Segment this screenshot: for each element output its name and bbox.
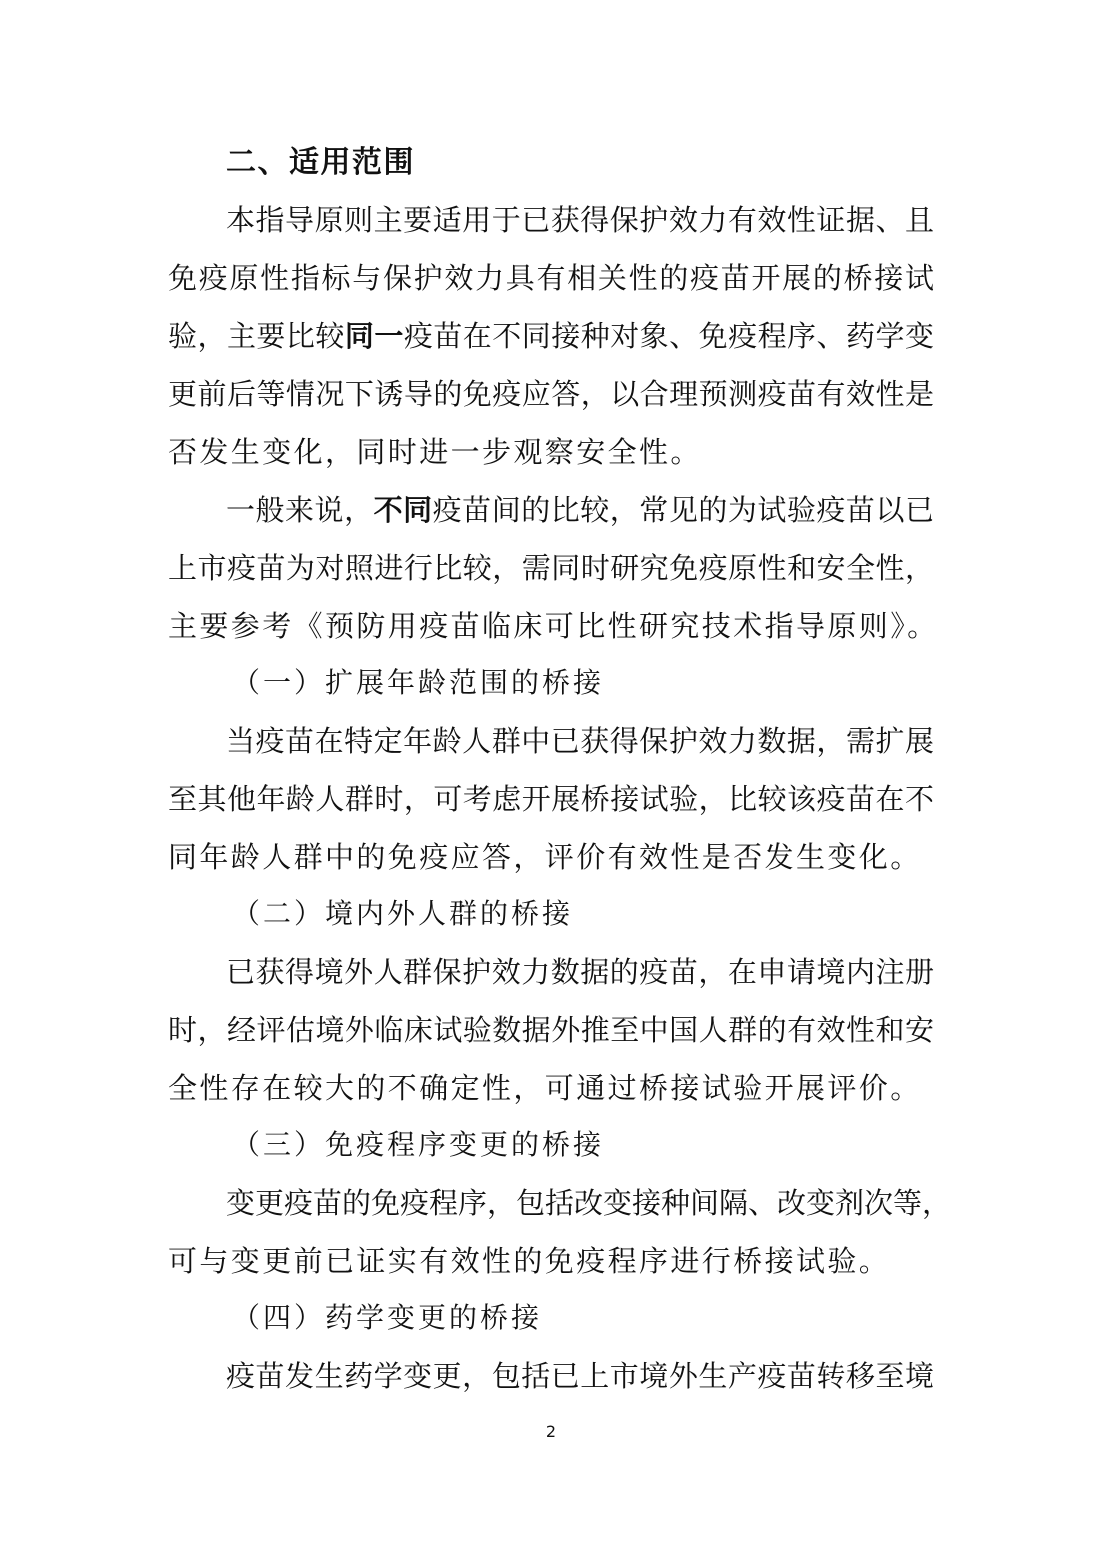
paragraph-line: 否发生变化，同时进一步观察安全性。 [168, 435, 702, 469]
subsection-title: （四）药学变更的桥接 [232, 1301, 543, 1334]
paragraph-line: 同年龄人群中的免疫应答，评价有效性是否发生变化。 [168, 840, 922, 874]
paragraph-line: 当疫苗在特定年龄人群中已获得保护效力数据，需扩展 [226, 724, 934, 758]
paragraph-line: 至其他年龄人群时，可考虑开展桥接试验，比较该疫苗在不 [168, 782, 934, 816]
paragraph-line [226, 493, 934, 527]
subsection-title: （一）扩展年龄范围的桥接 [232, 666, 605, 699]
text-span: 验，主要比较 [168, 319, 345, 353]
paragraph-line: 免疫原性指标与保护效力具有相关性的疫苗开展的桥接试 [168, 261, 934, 295]
paragraph-line [168, 319, 934, 353]
section-title: 二、适用范围 [226, 145, 415, 180]
subsection-title: （三）免疫程序变更的桥接 [232, 1128, 605, 1161]
page-number: 2 [545, 1422, 557, 1441]
paragraph-line: 上市疫苗为对照进行比较，需同时研究免疫原性和安全性， [168, 551, 934, 585]
subsection-title: （二）境内外人群的桥接 [232, 897, 574, 930]
paragraph-line: 可与变更前已证实有效性的免疫程序进行桥接试验。 [168, 1244, 891, 1278]
paragraph-line: 更前后等情况下诱导的免疫应答，以合理预测疫苗有效性是 [168, 377, 934, 411]
paragraph-line: 疫苗发生药学变更，包括已上市境外生产疫苗转移至境 [226, 1359, 934, 1393]
paragraph-line: 本指导原则主要适用于已获得保护效力有效性证据、且 [226, 203, 934, 237]
text-span: 疫苗在不同接种对象、免疫程序、药学变 [403, 319, 934, 353]
paragraph-line: 全性存在较大的不确定性，可通过桥接试验开展评价。 [168, 1071, 922, 1105]
emphasis-text: 同一 [344, 319, 404, 353]
paragraph-line: 已获得境外人群保护效力数据的疫苗，在申请境内注册 [226, 955, 934, 989]
emphasis-text: 不同 [373, 493, 433, 527]
text-span: 疫苗间的比较，常见的为试验疫苗以已 [432, 493, 934, 527]
paragraph-line: 变更疫苗的免疫程序，包括改变接种间隔、改变剂次等， [226, 1186, 952, 1220]
paragraph-line: 时，经评估境外临床试验数据外推至中国人群的有效性和安 [168, 1013, 934, 1047]
text-span: 一般来说， [226, 493, 374, 527]
paragraph-line: 主要参考《预防用疫苗临床可比性研究技术指导原则》。 [168, 609, 939, 643]
